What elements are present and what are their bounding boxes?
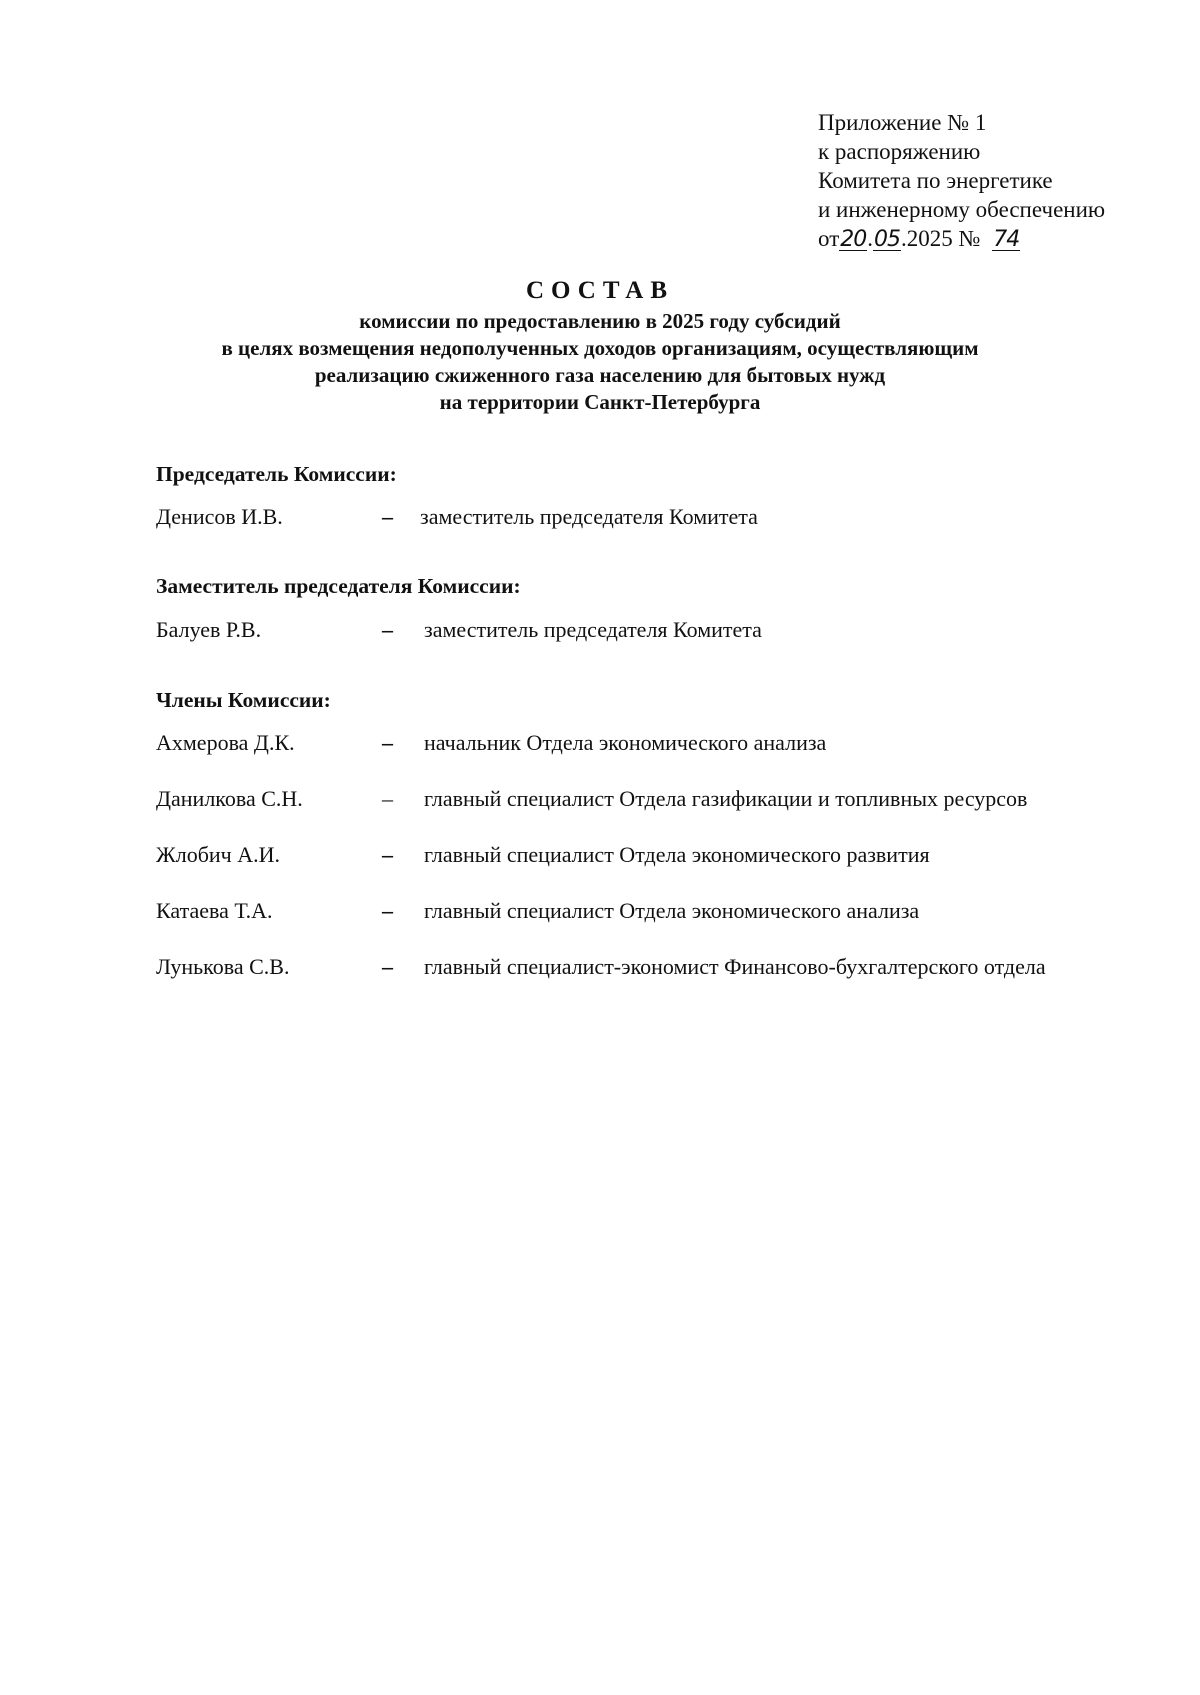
handwritten-number: 74 — [993, 227, 1020, 252]
member-dash: – — [382, 898, 393, 923]
title-line-2: в целях возмещения недополученных доходов организациям, осуществляющим — [221, 336, 979, 360]
member-dash: – — [382, 730, 393, 755]
member-position: заместитель председателя Комитета — [420, 504, 758, 529]
document-title — [100, 276, 1100, 416]
date-separator: . — [867, 226, 873, 251]
member-position: заместитель председателя Комитета — [424, 617, 762, 642]
member-position: главный специалист Отдела экономического развития — [424, 842, 930, 867]
title-line-4: на территории Санкт-Петербурга — [439, 390, 761, 414]
date-separator-2: . — [901, 226, 907, 251]
member-dash: – — [382, 504, 393, 529]
member-position: главный специалист-экономист Финансово-бухгалтерского отдела — [424, 954, 1046, 979]
member-name: Денисов И.В. — [156, 504, 283, 529]
deputy-heading: Заместитель председателя Комиссии: — [156, 574, 521, 598]
appendix-line-3: Комитета по энергетике — [818, 168, 1053, 193]
handwritten-day: 20 — [840, 227, 867, 252]
member-name: Данилкова С.Н. — [156, 786, 303, 811]
date-prefix: от — [818, 226, 840, 251]
title-line-1: комиссии по предоставлению в 2025 году субсидий — [359, 309, 841, 333]
handwritten-month: 05 — [874, 227, 900, 252]
appendix-line-2: к распоряжению — [818, 139, 981, 164]
appendix-line-1: Приложение № 1 — [818, 110, 987, 135]
member-name: Балуев Р.В. — [156, 617, 262, 642]
members-heading: Члены Комиссии: — [156, 688, 331, 712]
chairman-heading: Председатель Комиссии: — [156, 462, 397, 486]
date-year: 2025 — [906, 226, 953, 251]
member-dash: – — [382, 617, 393, 642]
member-name: Лунькова С.В. — [156, 954, 290, 979]
member-name: Жлобич А.И. — [156, 842, 280, 867]
member-position: начальник Отдела экономического анализа — [424, 730, 827, 755]
appendix-reference — [818, 108, 1105, 253]
member-position: главный специалист Отдела экономического анализа — [424, 898, 920, 923]
appendix-line-4: и инженерному обеспечению — [818, 197, 1106, 222]
appendix-date-line — [818, 224, 1105, 253]
member-dash: – — [382, 842, 393, 867]
number-sign: № — [958, 226, 981, 251]
member-name: Ахмерова Д.К. — [156, 730, 295, 755]
title-main: СОСТАВ — [525, 277, 675, 304]
member-position: главный специалист Отдела газификации и топливных ресурсов — [424, 786, 1028, 811]
member-name: Катаева Т.А. — [156, 898, 273, 923]
member-dash: – — [382, 954, 393, 979]
member-dash: – — [382, 786, 393, 811]
title-line-3: реализацию сжиженного газа населению для бытовых нужд — [314, 363, 886, 387]
